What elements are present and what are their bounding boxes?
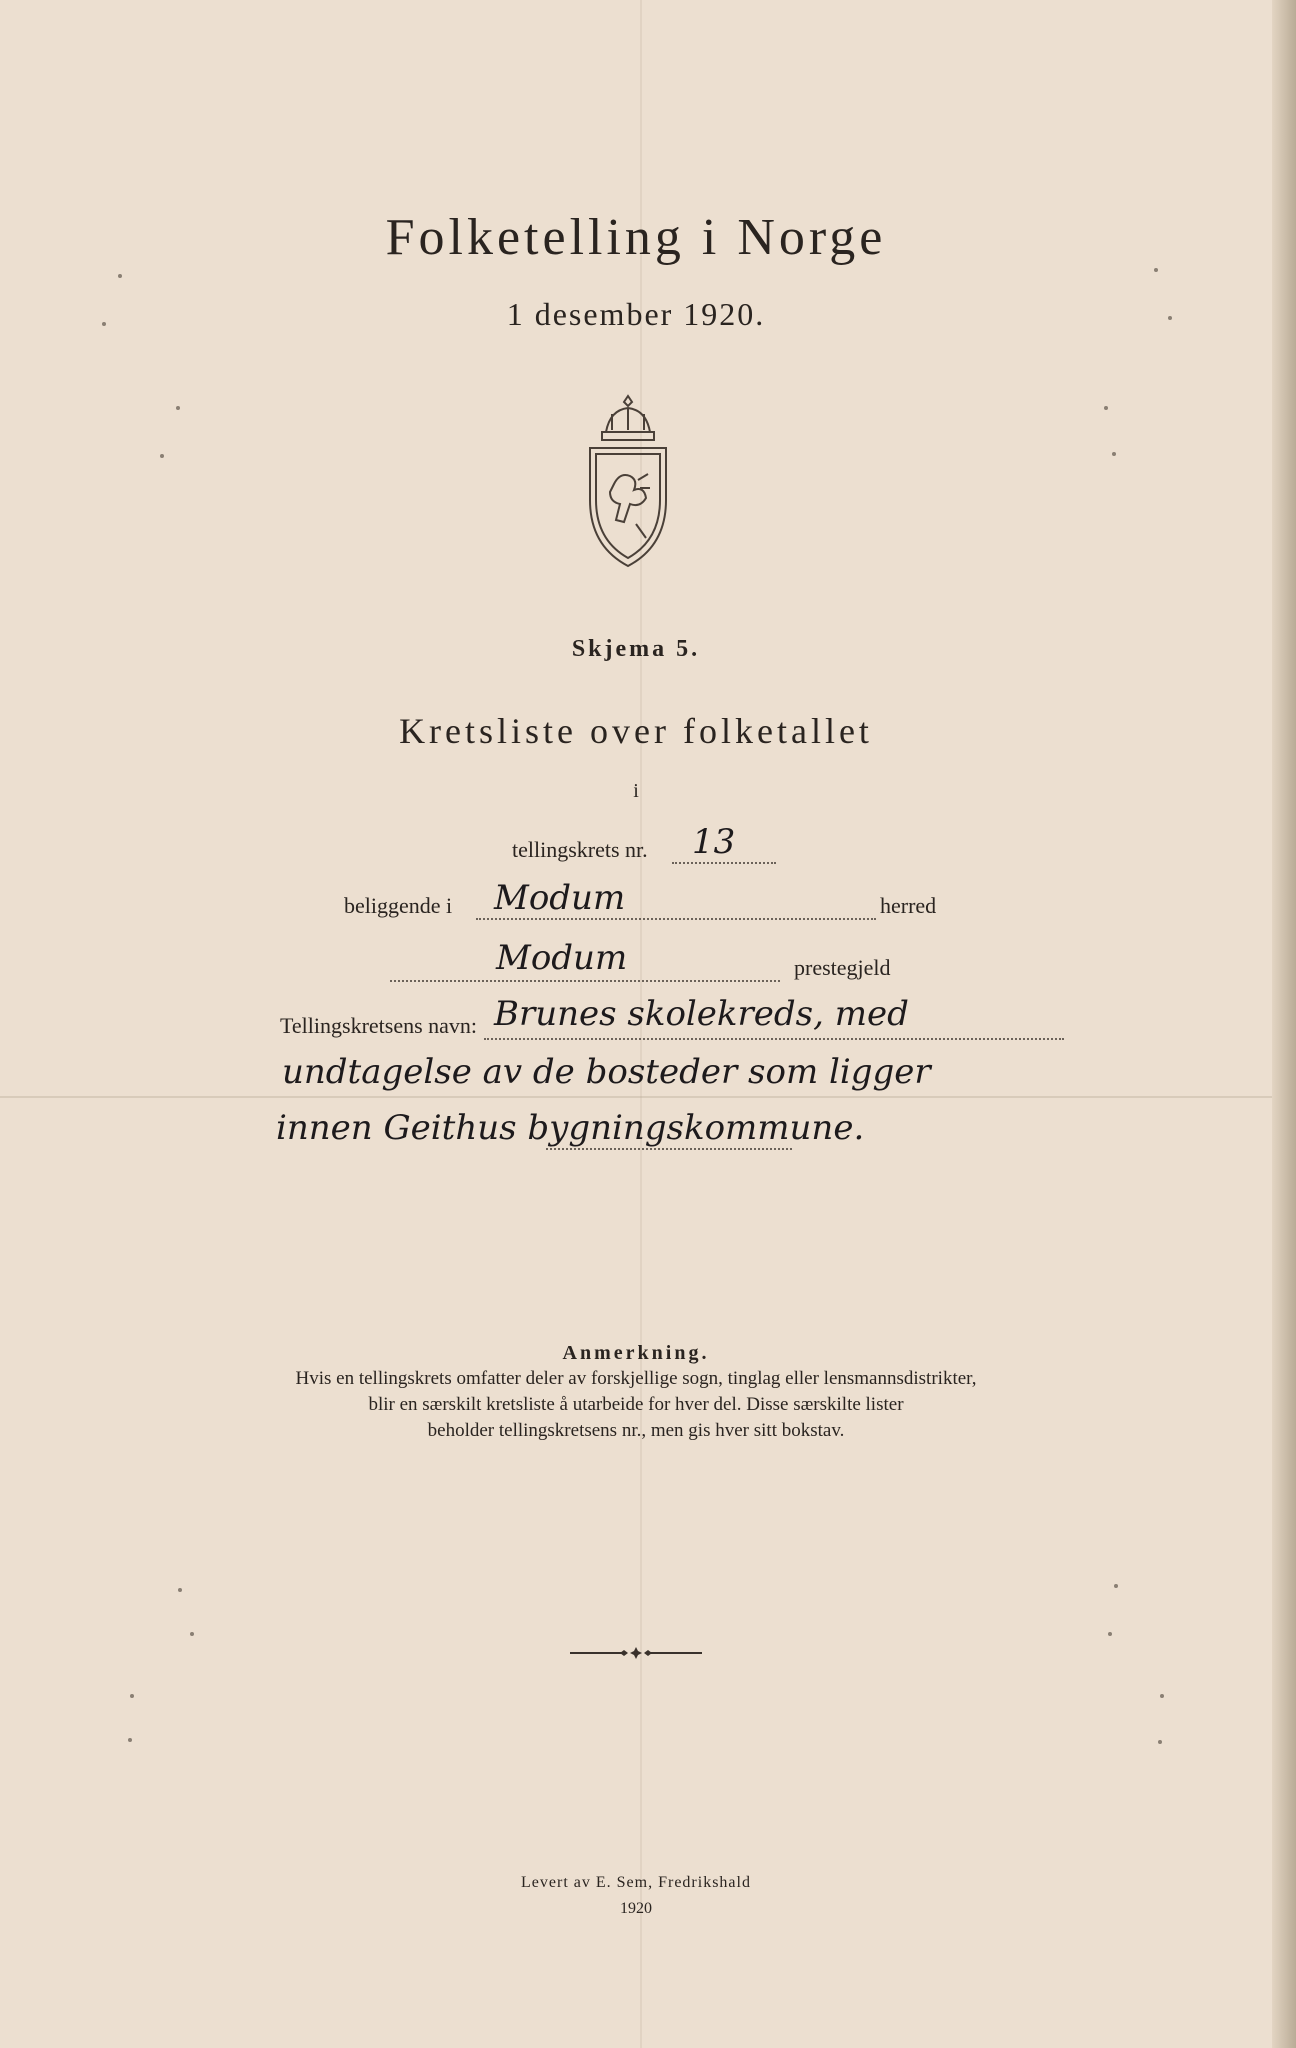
norwegian-coat-of-arms-icon xyxy=(586,392,670,568)
census-date: 1 desember 1920. xyxy=(506,296,766,332)
kretsnavn-line-1 xyxy=(484,1038,1064,1040)
document-title: Folketelling i Norge xyxy=(385,209,887,266)
binding-mark xyxy=(1112,452,1116,456)
beliggende-label: beliggende i xyxy=(344,893,453,918)
remark-line-3: beholder tellingskretsens nr., men gis hver sitt bokstav. xyxy=(427,1420,845,1441)
prestegjeld-line xyxy=(390,980,780,982)
binding-mark xyxy=(1104,406,1108,410)
binding-mark xyxy=(1108,1632,1112,1636)
binding-mark xyxy=(160,454,164,458)
binding-mark xyxy=(176,406,180,410)
prestegjeld-label: prestegjeld xyxy=(794,955,891,980)
horizontal-fold-line xyxy=(0,1096,1272,1098)
kretsnavn-handwritten-line-1: Brunes skolekreds, med xyxy=(494,994,909,1034)
remark-line-1: Hvis en tellingskrets omfatter deler av forskjellige sogn, tinglag eller lensmannsdistrikter, xyxy=(295,1368,977,1389)
kretsnavn-handwritten-line-3: innen Geithus bygningskommune. xyxy=(276,1108,865,1148)
print-year: 1920 xyxy=(620,1900,652,1917)
tellingskrets-label: tellingskrets nr. xyxy=(512,837,648,862)
binding-mark xyxy=(178,1588,182,1592)
binding-mark xyxy=(128,1738,132,1742)
binding-mark xyxy=(1154,268,1158,272)
kretsnavn-label: Tellingskretsens navn: xyxy=(280,1013,478,1038)
binding-mark xyxy=(1160,1694,1164,1698)
binding-mark xyxy=(1158,1740,1162,1744)
binding-mark xyxy=(102,322,106,326)
preposition-i: i xyxy=(633,780,639,802)
tellingskrets-number-handwritten: 13 xyxy=(692,822,736,862)
schema-number: Skjema 5. xyxy=(571,636,701,662)
binding-mark xyxy=(190,1632,194,1636)
binding-mark xyxy=(118,274,122,278)
herred-label: herred xyxy=(880,893,937,918)
form-heading: Kretsliste over folketallet xyxy=(399,711,873,751)
kretsnavn-handwritten-line-2: undtagelse av de bosteder som ligger xyxy=(282,1052,931,1092)
binding-mark xyxy=(1168,316,1172,320)
remark-line-2: blir en særskilt kretsliste å utarbeide for hver del. Disse særskilte lister xyxy=(368,1394,904,1415)
printer-credit: Levert av E. Sem, Fredrikshald xyxy=(521,1874,751,1891)
herred-handwritten: Modum xyxy=(494,878,626,918)
ornamental-divider-icon xyxy=(570,1646,702,1660)
binding-mark xyxy=(1114,1584,1118,1588)
herred-line xyxy=(476,918,876,920)
tellingskrets-line xyxy=(672,862,776,864)
kretsnavn-line-3 xyxy=(546,1148,792,1150)
page-edge-shadow xyxy=(1272,0,1296,2048)
binding-mark xyxy=(130,1694,134,1698)
prestegjeld-handwritten: Modum xyxy=(496,938,628,978)
remark-title: Anmerkning. xyxy=(562,1342,710,1364)
